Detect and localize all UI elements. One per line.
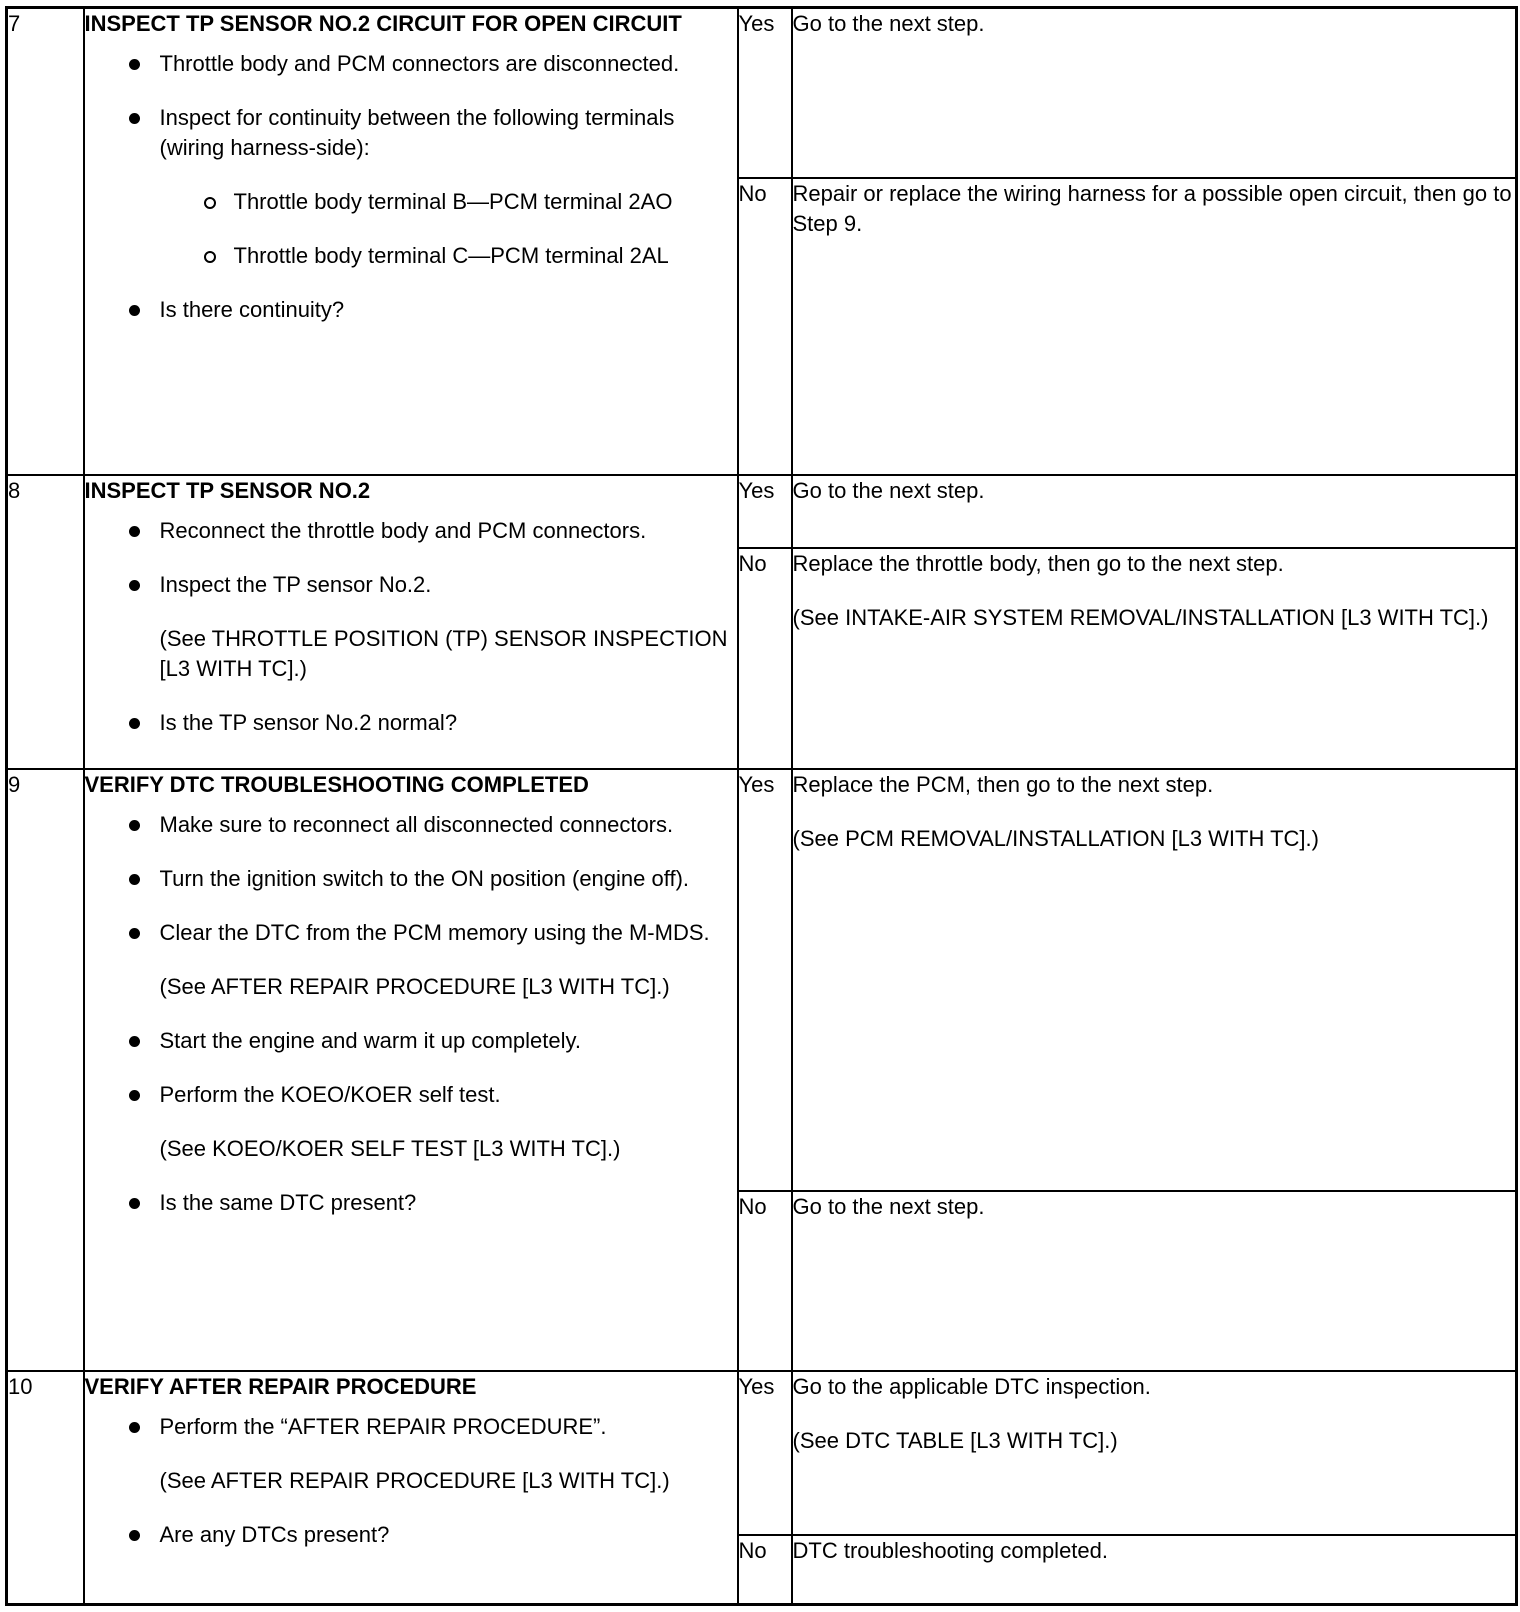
yes-label: Yes: [738, 1371, 792, 1535]
yes-result: [792, 1371, 1517, 1535]
bullet-list: [85, 1412, 737, 1550]
bullet-item: Is the same DTC present?: [129, 1188, 737, 1218]
step-number: 7: [7, 8, 84, 475]
result-text: Replace the PCM, then go to the next step.: [792, 771, 1214, 797]
reference-note: (See AFTER REPAIR PROCEDURE [L3 WITH TC].): [159, 1467, 670, 1493]
sub-bullet-list: [160, 187, 737, 271]
step-10-row: [7, 1371, 1517, 1535]
bullet-item: Turn the ignition switch to the ON position (engine off).: [129, 864, 737, 894]
bullet-item: Is the TP sensor No.2 normal?: [129, 708, 737, 738]
bullet-item: Clear the DTC from the PCM memory using the M-MDS.: [129, 918, 737, 948]
step-title: VERIFY AFTER REPAIR PROCEDURE: [84, 1373, 477, 1399]
yes-result: [792, 769, 1517, 1191]
bullet-list: [85, 49, 737, 325]
no-label: No: [738, 1535, 792, 1605]
no-result: Repair or replace the wiring harness for a possible open circuit, then go to Step 9.: [792, 178, 1517, 475]
yes-label: Yes: [738, 475, 792, 548]
no-label: No: [738, 178, 792, 475]
sub-bullet-item: Throttle body terminal B—PCM terminal 2AO: [204, 187, 737, 217]
step-instructions: [84, 8, 738, 475]
step-7-row: [7, 8, 1517, 178]
step-instructions: [84, 769, 738, 1371]
bullet-item: Make sure to reconnect all disconnected connectors.: [129, 810, 737, 840]
bullet-list: [85, 516, 737, 738]
bullet-item: Perform the “AFTER REPAIR PROCEDURE”.: [129, 1412, 737, 1442]
step-instructions: [84, 475, 738, 769]
no-result: Go to the next step.: [792, 1191, 1517, 1371]
result-text: Go to the applicable DTC inspection.: [792, 1373, 1151, 1399]
bullet-item: Are any DTCs present?: [129, 1520, 737, 1550]
step-title: INSPECT TP SENSOR NO.2 CIRCUIT FOR OPEN CIRCUIT: [84, 11, 682, 36]
yes-label: Yes: [738, 769, 792, 1191]
bullet-item: Reconnect the throttle body and PCM connectors.: [129, 516, 737, 546]
yes-result: Go to the next step.: [792, 8, 1517, 178]
bullet-list: [85, 810, 737, 1218]
result-text: Replace the throttle body, then go to the next step.: [792, 550, 1284, 576]
reference-note: (See INTAKE-AIR SYSTEM REMOVAL/INSTALLATION [L3 WITH TC].): [792, 604, 1489, 630]
reference-note: (See THROTTLE POSITION (TP) SENSOR INSPECTION [L3 WITH TC].): [159, 625, 728, 681]
step-8-row: [7, 475, 1517, 548]
yes-label: Yes: [738, 8, 792, 178]
no-label: No: [738, 1191, 792, 1371]
reference-note: (See KOEO/KOER SELF TEST [L3 WITH TC].): [159, 1135, 621, 1161]
bullet-item: Inspect the TP sensor No.2.: [129, 570, 737, 600]
bullet-item: Is there continuity?: [129, 295, 737, 325]
bullet-item: Throttle body and PCM connectors are disconnected.: [129, 49, 737, 79]
bullet-item: Inspect for continuity between the following terminals (wiring harness-side): Throttle body terminal B—PCM terminal 2AO Throttle body terminal C—PCM terminal 2AL: [129, 103, 737, 271]
reference-note: (See DTC TABLE [L3 WITH TC].): [792, 1427, 1118, 1453]
bullet-item: Start the engine and warm it up completely.: [129, 1026, 737, 1056]
sub-bullet-item: Throttle body terminal C—PCM terminal 2AL: [204, 241, 737, 271]
step-title: INSPECT TP SENSOR NO.2: [84, 477, 371, 503]
step-number: 8: [7, 475, 84, 769]
no-result: DTC troubleshooting completed.: [792, 1535, 1517, 1605]
step-9-row: [7, 769, 1517, 1191]
diagnostic-procedure-table: [5, 6, 1518, 1606]
no-result: [792, 548, 1517, 769]
step-number: 9: [7, 769, 84, 1371]
reference-note: (See AFTER REPAIR PROCEDURE [L3 WITH TC].): [159, 973, 670, 999]
no-label: No: [738, 548, 792, 769]
reference-note: (See PCM REMOVAL/INSTALLATION [L3 WITH TC].): [792, 825, 1319, 851]
step-title: VERIFY DTC TROUBLESHOOTING COMPLETED: [84, 771, 589, 797]
step-instructions: [84, 1371, 738, 1605]
yes-result: Go to the next step.: [792, 475, 1517, 548]
step-number: 10: [7, 1371, 84, 1605]
bullet-item: Perform the KOEO/KOER self test.: [129, 1080, 737, 1110]
